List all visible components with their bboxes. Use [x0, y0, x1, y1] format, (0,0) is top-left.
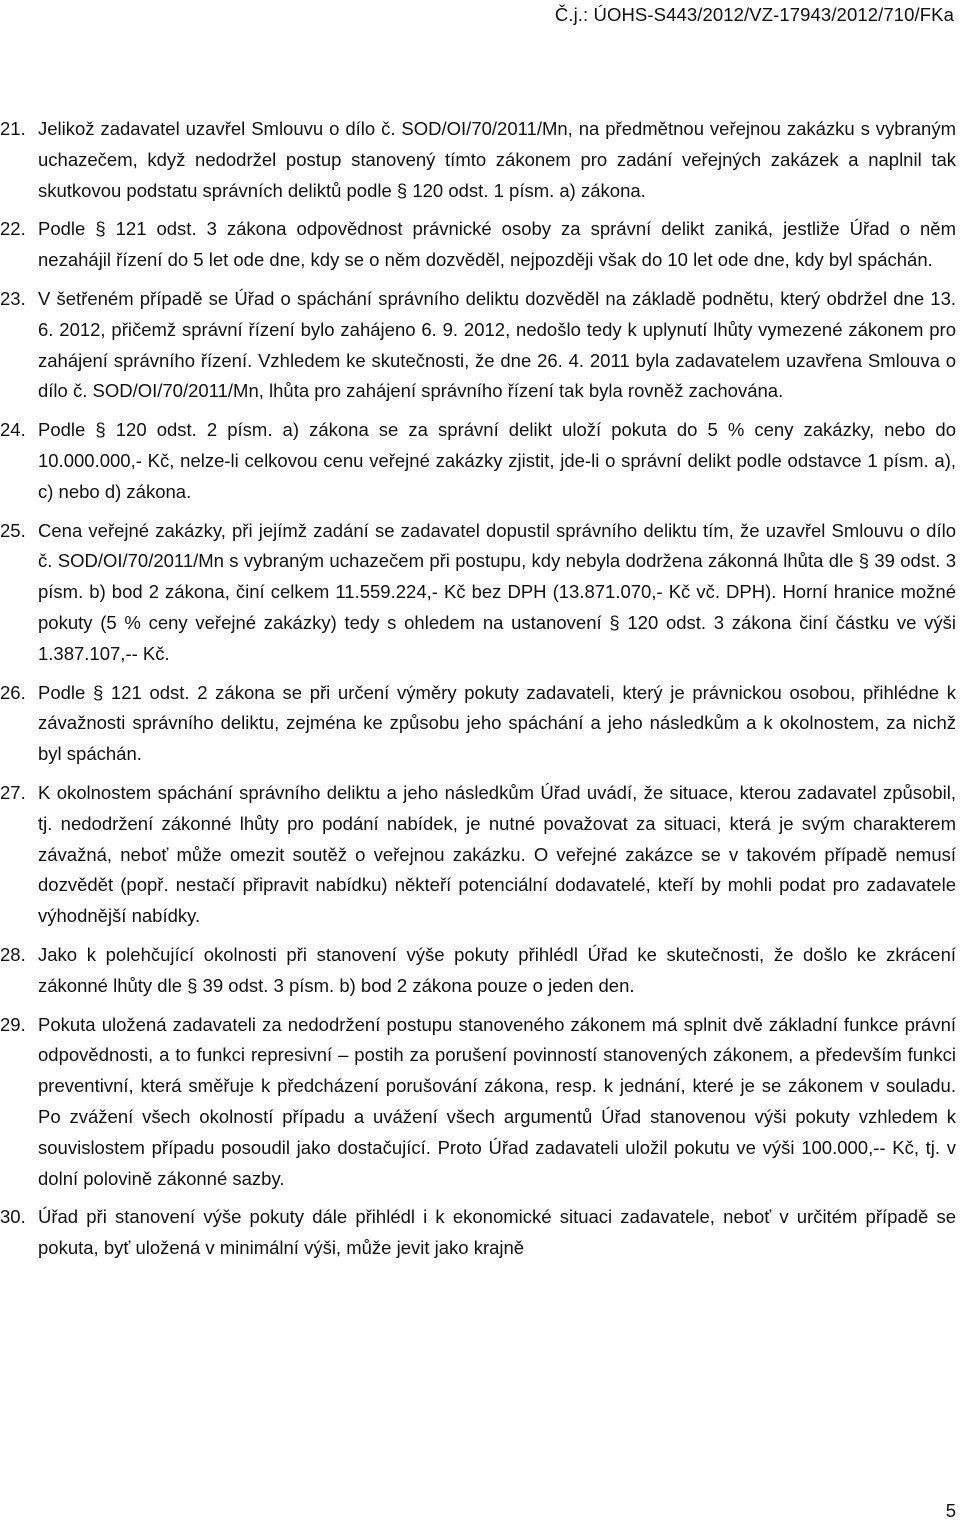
paragraph-24 — [0, 415, 960, 507]
paragraph-number: 25. — [0, 519, 26, 541]
paragraph-text: Úřad při stanovení výše pokuty dále přihlédl i k ekonomické situaci zadavatele, neboť v určitém případě se pokuta, byť uložená v minimální výši, může jevit jako krajně — [38, 1206, 956, 1259]
paragraph-number: 23. — [0, 287, 26, 309]
paragraph-number: 21. — [0, 118, 26, 139]
paragraph-text: Podle § 120 odst. 2 písm. a) zákona se za správní delikt uloží pokuta do 5 % ceny zakázky, nebo do 10.000.000,- Kč, nelze-li celkovou cenu veřejné zakázky zjistit, jde-li o správní delikt podle odstavce 1 písm. a), c) nebo d) zákona. — [38, 419, 956, 502]
paragraph-23 — [0, 284, 960, 407]
paragraph-text: Podle § 121 odst. 3 zákona odpovědnost právnické osoby za správní delikt zaniká, jestliže Úřad o něm nezahájil řízení do 5 let ode dne, kdy se o něm dozvěděl, nejpozději však do 10 let ode dne, kdy byl spáchán. — [38, 218, 956, 271]
paragraph-text: Podle § 121 odst. 2 zákona se při určení výměry pokuty zadavateli, který je právnickou osobou, přihlédne k závažnosti správního deliktu, zejména ke způsobu jeho spáchání a jeho následkům a k okolnostem, za nichž byl spáchán. — [38, 681, 956, 765]
paragraph-number: 29. — [0, 1013, 26, 1035]
paragraph-28 — [0, 940, 960, 1002]
paragraph-text: Jako k polehčující okolnosti při stanovení výše pokuty přihlédl Úřad ke skutečnosti, že došlo ke zkrácení zákonné lhůty dle § 39 odst. 3 písm. b) bod 2 zákona pouze o jeden den. — [38, 943, 956, 996]
paragraph-number: 28. — [0, 943, 26, 965]
paragraph-number: 27. — [0, 781, 26, 803]
paragraph-text: Jelikož zadavatel uzavřel Smlouvu o dílo č. SOD/OI/70/2011/Mn, na předmětnou veřejnou zakázku s vybraným uchazečem, když nedodržel postup stanovený tímto zákonem pro zadání veřejných zakázek a naplnil tak skutkovou podstatu správních deliktů podle § 120 odst. 1 písm. a) zákona. — [38, 118, 956, 201]
paragraph-text: V šetřeném případě se Úřad o spáchání správního deliktu dozvěděl na základě podnětu, který obdržel dne 13. 6. 2012, přičemž správní řízení bylo zahájeno 6. 9. 2012, nedošlo tedy k uplynutí lhůty vymezené zákonem pro zahájení správního řízení. Vzhledem ke skutečnosti, že dne 26. 4. 2011 byla zadavatelem uzavřena Smlouva o dílo č. SOD/OI/70/2011/Mn, lhůta pro zahájení správního řízení tak byla rovněž zachována. — [38, 287, 956, 402]
paragraph-text: K okolnostem spáchání správního deliktu a jeho následkům Úřad uvádí, že situace, kterou zadavatel způsobil, tj. nedodržení zákonné lhůty pro podání nabídek, je nutné považovat za situaci, která je svým charakterem závažná, neboť může omezit soutěž o veřejnou zakázku. O veřejné zakázce se v takovém případě nemusí dozvědět (popř. nestačí připravit nabídku) někteří potenciální dodavatelé, kteří by mohli podat pro zadavatele výhodnější nabídky. — [38, 781, 956, 927]
paragraph-21 — [0, 114, 960, 206]
paragraph-number: 24. — [0, 419, 26, 441]
paragraph-number: 30. — [0, 1206, 26, 1228]
paragraph-26 — [0, 678, 960, 770]
paragraph-number: 22. — [0, 218, 26, 240]
paragraph-29 — [0, 1010, 960, 1195]
paragraph-30 — [0, 1202, 960, 1264]
paragraph-27 — [0, 778, 960, 932]
paragraph-22 — [0, 214, 960, 276]
page-number: 5 — [945, 1500, 956, 1521]
document-reference-number: Č.j.: ÚOHS-S443/2012/VZ-17943/2012/710/FKa — [554, 4, 954, 25]
paragraph-25 — [0, 516, 960, 670]
paragraph-text: Cena veřejné zakázky, při jejímž zadání se zadavatel dopustil správního deliktu tím, že uzavřel Smlouvu o dílo č. SOD/OI/70/2011/Mn s vybraným uchazečem při postupu, kdy nebyla dodržena zákonná lhůta dle § 39 odst. 3 písm. b) bod 2 zákona, činí celkem 11.559.224,- Kč bez DPH (13.871.070,- Kč vč. DPH). Horní hranice možné pokuty (5 % ceny veřejné zakázky) tedy s ohledem na ustanovení § 120 odst. 3 zákona činí částku ve výši 1.387.107,-- Kč. — [38, 519, 956, 664]
document-body — [0, 114, 960, 1272]
paragraph-text: Pokuta uložená zadavateli za nedodržení postupu stanoveného zákonem má splnit dvě základní funkce právní odpovědnosti, a to funkci represivní – postih za porušení povinností stanovených zákonem, a především funkci preventivní, která směřuje k předcházení porušování zákona, resp. k jednání, které je se zákonem v souladu. Po zvážení všech okolností případu a uvážení všech argumentů Úřad stanovenou výši pokuty vzhledem k souvislostem případu posoudil jako dostačující. Proto Úřad zadavateli uložil pokutu ve výši 100.000,-- Kč, tj. v dolní polovině zákonné sazby. — [38, 1013, 956, 1189]
paragraph-number: 26. — [0, 681, 26, 703]
